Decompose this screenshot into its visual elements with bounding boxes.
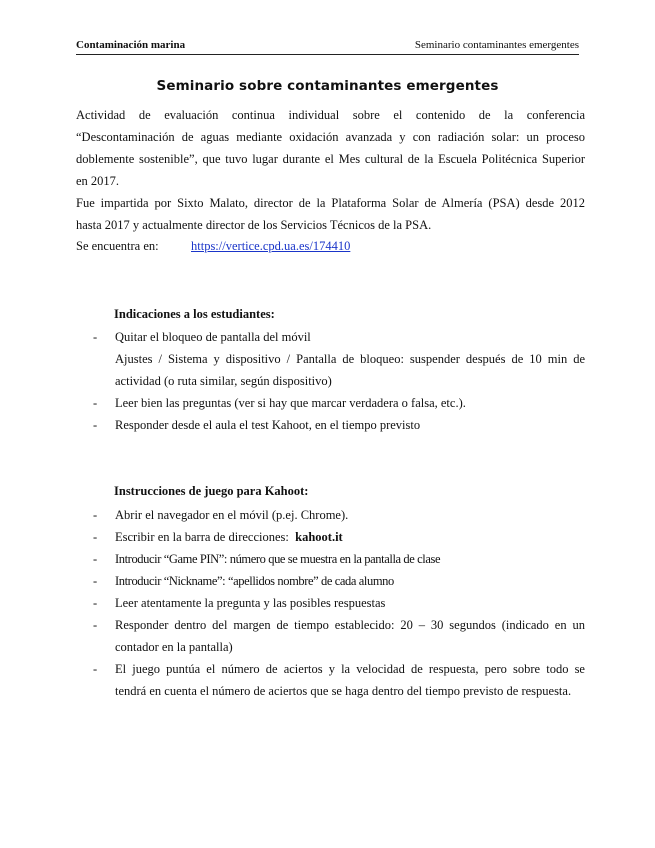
list-dash: -: [93, 418, 98, 432]
list-item-line: Quitar el bloqueo de pantalla del móvil: [115, 330, 311, 344]
intro-line: “Descontaminación de aguas mediante oxidación avanzada y con radiación solar: un proceso: [76, 130, 585, 144]
speaker-line: Fue impartida por Sixto Malato, director de la Plataforma Solar de Almería (PSA) desde 2012: [76, 196, 585, 210]
list-dash: -: [93, 396, 98, 410]
list-item: [93, 548, 585, 570]
address-bar-instruction: Escribir en la barra de direcciones:: [115, 530, 289, 544]
indicaciones-title: Indicaciones a los estudiantes:: [114, 307, 275, 321]
list-item-line: El juego puntúa el número de aciertos y la velocidad de respuesta, pero sobre todo se: [115, 662, 585, 676]
list-dash: -: [93, 662, 98, 676]
list-item: [93, 570, 585, 592]
header-topic: Seminario contaminantes emergentes: [414, 39, 579, 51]
list-item-line: Leer atentamente la pregunta y las posibles respuestas: [115, 596, 386, 610]
list-dash: -: [93, 552, 97, 566]
list-item-line: actividad (o ruta similar, según dispositivo): [115, 374, 332, 388]
source-link[interactable]: https://vertice.cpd.ua.es/174410: [191, 239, 351, 253]
list-item-line: tendrá en cuenta el número de aciertos que se haga dentro del tiempo previsto de respuesta.: [115, 684, 572, 698]
list-item-line: Introducir “Game PIN”: número que se muestra en la pantalla de clase: [115, 552, 441, 566]
list-dash: -: [93, 330, 98, 344]
list-item: [93, 414, 585, 436]
list-item: [93, 614, 585, 658]
list-item-line: contador en la pantalla): [115, 640, 233, 654]
list-item: [93, 504, 585, 526]
list-item-line: Responder dentro del margen de tiempo establecido: 20 – 30 segundos (indicado en un: [115, 618, 585, 632]
indicaciones-list: [93, 326, 585, 436]
list-item-line: Responder desde el aula el test Kahoot, en el tiempo previsto: [115, 418, 421, 432]
list-item: [93, 392, 585, 414]
list-item: [93, 326, 585, 392]
speaker-paragraph: [76, 192, 585, 236]
list-item-line: Leer bien las preguntas (ver si hay que marcar verdadera o falsa, etc.).: [115, 396, 466, 410]
kahoot-address: kahoot.it: [295, 530, 343, 544]
list-dash: -: [93, 508, 98, 522]
list-dash: -: [93, 574, 97, 588]
list-dash: -: [93, 618, 98, 632]
source-link-label: Se encuentra en:: [76, 239, 159, 253]
list-item: [93, 658, 585, 702]
instrucciones-list: [93, 504, 585, 702]
instrucciones-title: Instrucciones de juego para Kahoot:: [114, 484, 309, 498]
list-item-line: Introducir “Nickname”: “apellidos nombre” de cada alumno: [115, 574, 394, 588]
speaker-line: hasta 2017 y actualmente director de los Servicios Técnicos de la PSA.: [76, 218, 432, 232]
list-item-line: [115, 526, 585, 548]
intro-paragraph: [76, 104, 585, 192]
list-item: [93, 526, 585, 548]
list-item-line: Ajustes / Sistema y dispositivo / Pantalla de bloqueo: suspender después de 10 min de: [115, 352, 585, 366]
list-dash: -: [93, 530, 98, 544]
list-item-line: Abrir el navegador en el móvil (p.ej. Chrome).: [115, 508, 349, 522]
intro-line: Actividad de evaluación continua individual sobre el contenido de la conferencia: [76, 108, 585, 122]
document-title: Seminario sobre contaminantes emergentes: [156, 78, 499, 94]
intro-line: en 2017.: [76, 174, 120, 188]
list-dash: -: [93, 596, 98, 610]
header-subject: Contaminación marina: [76, 39, 186, 51]
intro-line: doblemente sostenible”, que tuvo lugar durante el Mes cultural de la Escuela Politécnica Superior: [76, 152, 585, 166]
list-item: [93, 592, 585, 614]
page-header: [76, 39, 579, 55]
